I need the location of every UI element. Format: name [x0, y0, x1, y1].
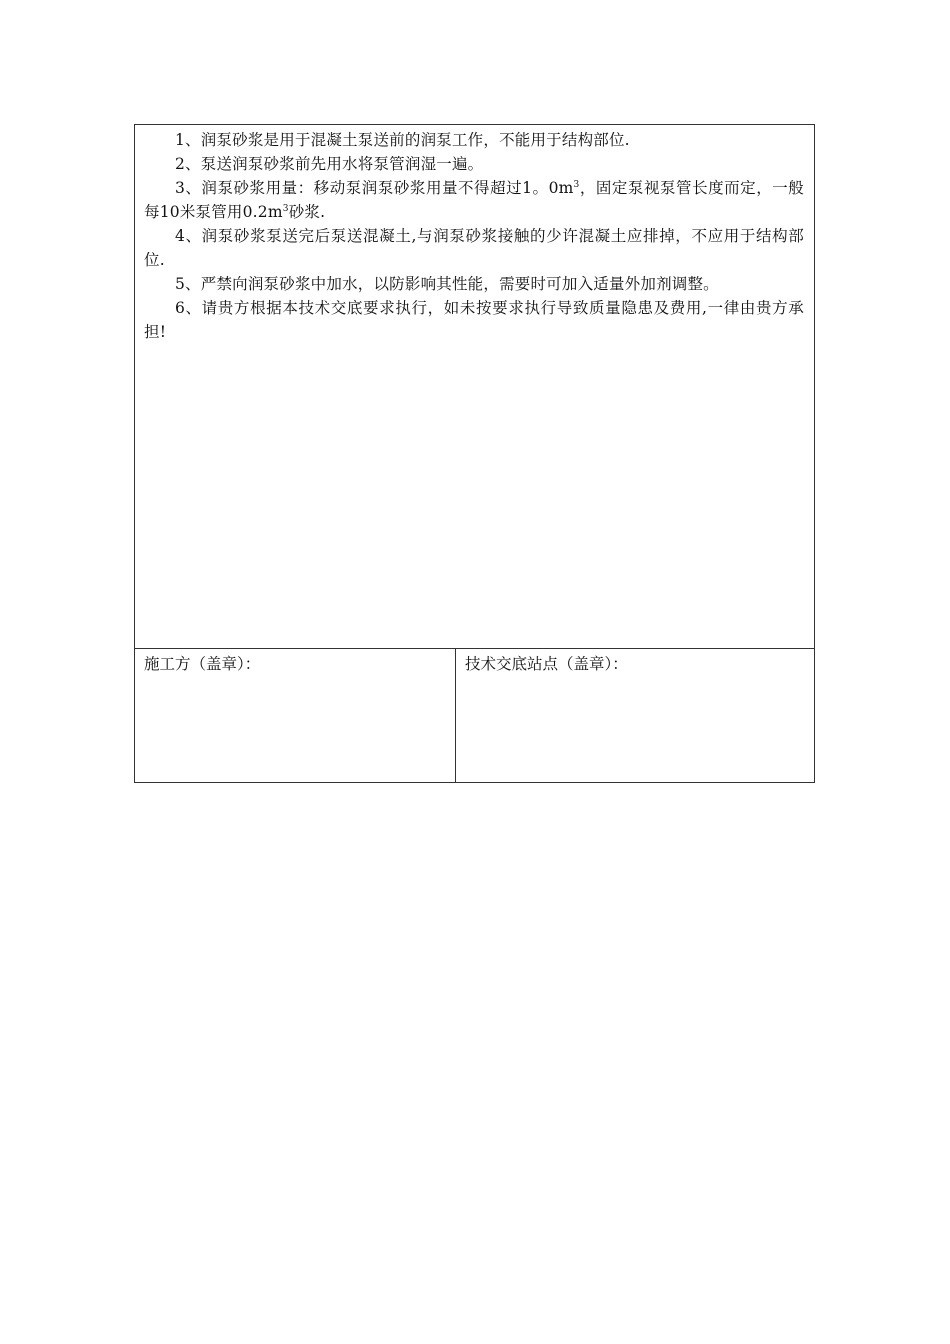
note-item-1: 1、润泵砂浆是用于混凝土泵送前的润泵工作，不能用于结构部位.: [175, 131, 630, 149]
note-item-3: [144, 176, 804, 224]
note-item-2: 2、泵送润泵砂浆前先用水将泵管润湿一遍。: [175, 155, 484, 173]
superscript-3: 3: [573, 180, 580, 190]
disclosure-station-seal-label: 技术交底站点（盖章）：: [465, 655, 628, 673]
note-item-3-part2: ，固定泵视泵管长度而定，一般每10米泵管用0.2m: [144, 179, 804, 221]
note-item-5: 5、严禁向润泵砂浆中加水，以防影响其性能，需要时可加入适量外加剂调整。: [175, 275, 719, 293]
notes-cell: [135, 125, 814, 649]
disclosure-station-seal-cell: [456, 649, 814, 782]
construction-party-seal-label: 施工方（盖章）：: [144, 655, 261, 673]
signature-row: [135, 649, 814, 782]
note-item-3-part3: 砂浆.: [288, 203, 326, 221]
technical-disclosure-table: [134, 124, 815, 783]
note-item-4: 4、润泵砂浆泵送完后泵送混凝土,与润泵砂浆接触的少许混凝土应排掉，不应用于结构部位.: [144, 227, 804, 269]
note-item-6: 6、请贵方根据本技术交底要求执行，如未按要求执行导致质量隐患及费用,一律由贵方承担!: [144, 299, 804, 341]
construction-party-seal-cell: [135, 649, 456, 782]
superscript-3: 3: [282, 204, 289, 214]
note-item-3-part1: 3、润泵砂浆用量：移动泵润泵砂浆用量不得超过1。0m: [175, 179, 574, 197]
